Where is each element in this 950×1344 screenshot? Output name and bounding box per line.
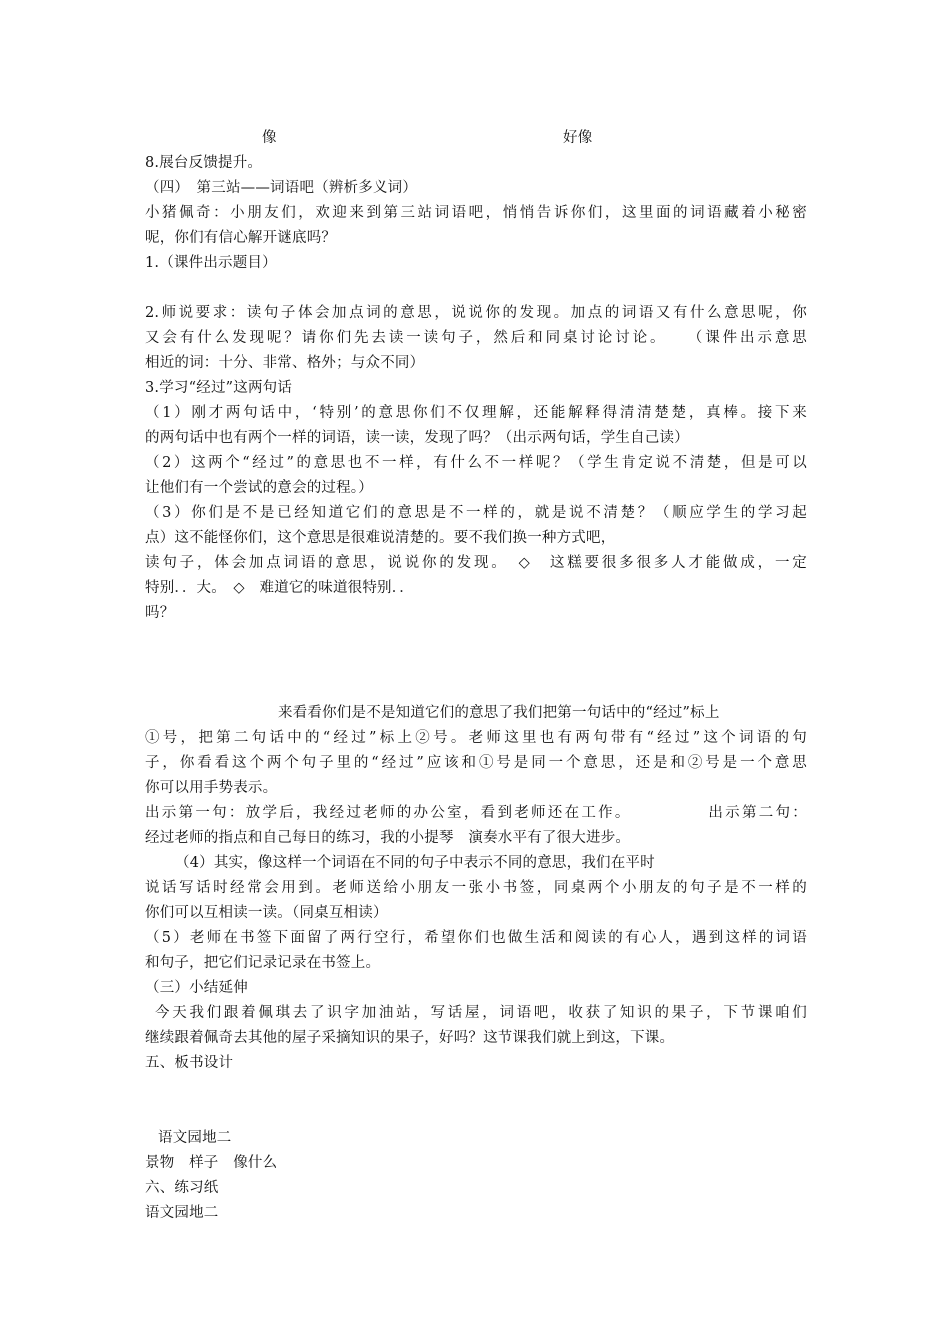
text-line: 呢，你们有信心解开谜底吗？: [145, 230, 337, 246]
text-line: 和句子，把它们记录记录在书签上。: [145, 955, 381, 971]
section-heading: （四） 第三站——词语吧（辨析多义词）: [145, 180, 418, 196]
text-line: 吗？: [145, 605, 175, 621]
text-line: 说话写话时经常会用到。老师送给小朋友一张小书签，同桌两个小朋友的句子是不一样的: [145, 880, 807, 896]
text-line: 来看看你们是不是知道它们的意思了我们把第一句话中的“经过”标上: [278, 705, 720, 721]
text-line: 相近的词：十分、非常、格外；与众不同）: [145, 355, 425, 371]
board-items: 景物 样子 像什么: [145, 1155, 278, 1171]
text-line: （4）其实，像这样一个词语在不同的句子中表示不同的意思，我们在平时: [175, 855, 655, 871]
text-line: ①号，把第二句话中的“经过”标上②号。老师这里也有两句带有“经过”这个词语的句: [145, 730, 807, 746]
text-line: 继续跟着佩奇去其他的屋子采摘知识的果子，好吗？这节课我们就上到这，下课。: [145, 1030, 675, 1046]
text-line: 子，你看看这个两个句子里的“经过”应该和①号是同一个意思，还是和②号是一个意思: [145, 755, 807, 771]
text-line: 2.师说要求：读句子体会加点词的意思，说说你的发现。加点的词语又有什么意思呢，你: [145, 305, 807, 321]
section-heading: 五、板书设计: [145, 1055, 234, 1071]
word-haoxiang: 好像: [563, 130, 593, 146]
text-line: （3）你们是不是已经知道它们的意思是不一样的，就是说不清楚？（顺应学生的学习起: [145, 505, 807, 521]
text-line: （1）刚才两句话中，‘特别’的意思你们不仅理解，还能解释得清清楚楚，真棒。接下来: [145, 405, 807, 421]
text-line: 读句子，体会加点词语的意思，说说你的发现。 ◇ 这糕要很多很多人才能做成，一定: [145, 555, 807, 571]
text-line: 3.学习“经过”这两句话: [145, 380, 293, 396]
text-line: 8.展台反馈提升。: [145, 155, 263, 171]
word-xiang: 像: [262, 130, 277, 146]
text-line: 经过老师的指点和自己每日的练习，我的小提琴 演奏水平有了很大进步。: [145, 830, 631, 846]
text-line: （2）这两个“经过”的意思也不一样，有什么不一样呢？（学生肯定说不清楚，但是可以: [145, 455, 807, 471]
text-line: 1.（课件出示题目）: [145, 255, 277, 271]
text-line: 的两句话中也有两个一样的词语，读一读，发现了吗？（出示两句话，学生自己读）: [145, 430, 689, 446]
text-line: 特别．．大。 ◇ 难道它的味道很特别．．: [145, 580, 414, 596]
text-line: 点）这不能怪你们，这个意思是很难说清楚的。要不我们换一种方式吧，: [145, 530, 616, 546]
text-line: 又会有什么发现呢？请你们先去读一读句子，然后和同桌讨论讨论。 （课件出示意思: [145, 330, 807, 346]
board-title: 语文园地二: [158, 1130, 232, 1146]
section-heading: 六、练习纸: [145, 1180, 219, 1196]
text-line: （5）老师在书签下面留了两行空行，希望你们也做生活和阅读的有心人，遇到这样的词语: [145, 930, 807, 946]
text-line: 出示第一句：放学后，我经过老师的办公室，看到老师还在工作。 出示第二句：: [145, 805, 807, 821]
text-line: 小猪佩奇：小朋友们，欢迎来到第三站词语吧，悄悄告诉你们，这里面的词语藏着小秘密: [145, 205, 807, 221]
worksheet-title: 语文园地二: [145, 1205, 219, 1221]
text-line: 你可以用手势表示。: [145, 780, 278, 796]
section-heading: （三）小结延伸: [145, 980, 248, 996]
text-line: 今天我们跟着佩琪去了识字加油站，写话屋，词语吧，收获了知识的果子，下节课咱们: [155, 1005, 807, 1021]
text-line: 你们可以互相读一读。（同桌互相读）: [145, 905, 388, 921]
text-line: 让他们有一个尝试的意会的过程。）: [145, 480, 373, 496]
